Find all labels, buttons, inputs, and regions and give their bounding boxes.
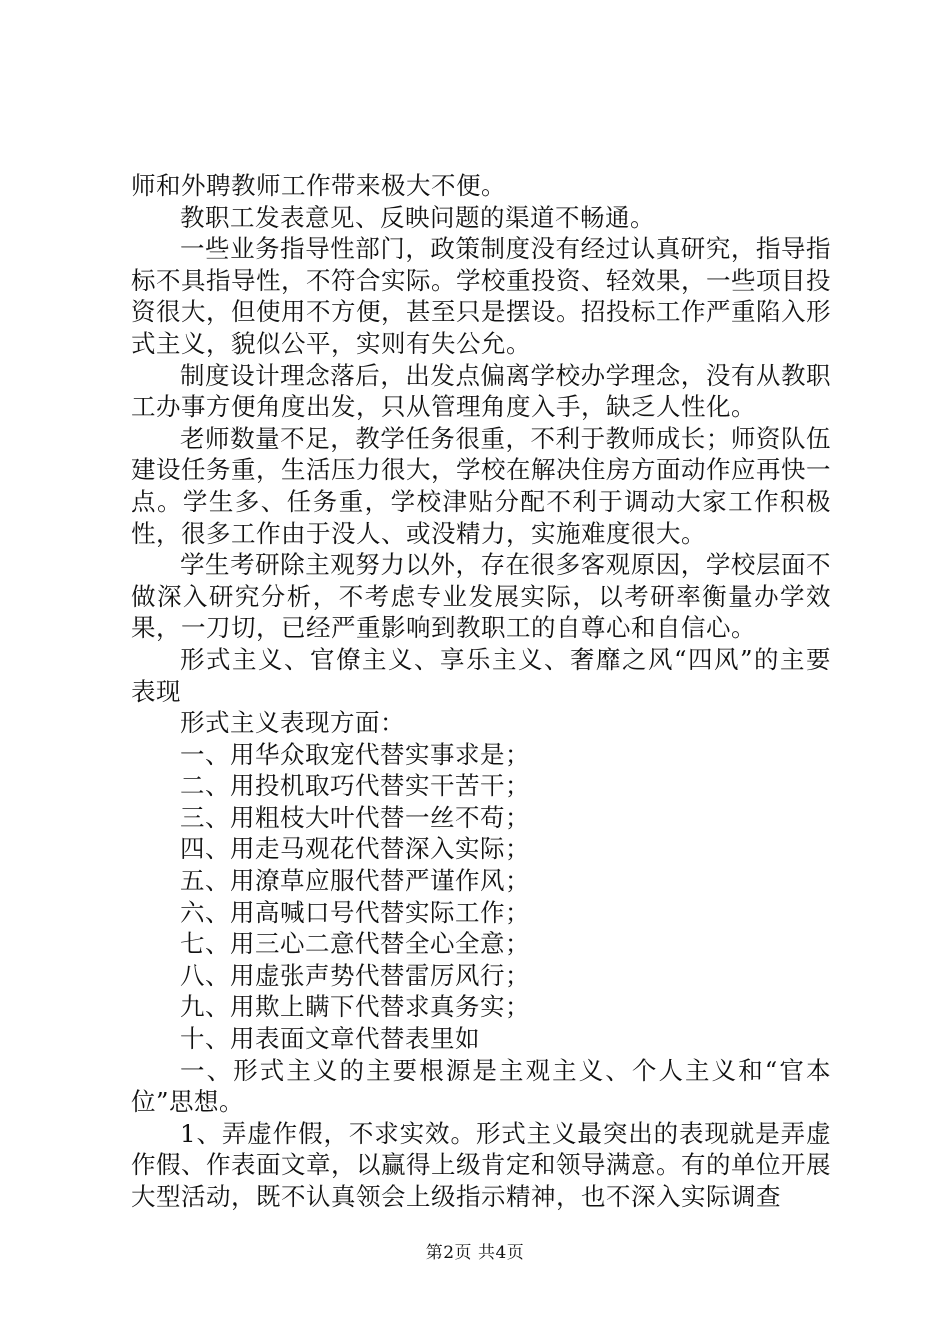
list-item: 十、用表面文章代替表里如 <box>180 1024 480 1054</box>
list-item: 五、用潦草应服代替严谨作风； <box>180 866 530 896</box>
list-item: 六、用高喊口号代替实际工作； <box>180 897 530 927</box>
paragraph-5: 老师数量不足，教学任务很重，不利于教师成长；师资队伍建设任务重，生活压力很大，学校在解决住房方面动作应再快一点。学生多、任务重，学校津贴分配不利于调动大家工作积极性，很多工作由于没人、或没精力，实施难度很大。 <box>131 423 831 548</box>
subheading-formalism: 形式主义表现方面： <box>180 708 405 738</box>
paragraph-fraud: 1、弄虚作假，不求实效。形式主义最突出的表现就是弄虚作假、作表面文章，以赢得上级肯定和领导满意。有的单位开展大型活动，既不认真领会上级指示精神，也不深入实际调查 <box>131 1118 831 1211</box>
page-footer: 第2页 共4页 <box>425 1243 525 1263</box>
list-item: 八、用虚张声势代替雷厉风行； <box>180 960 530 990</box>
paragraph-6: 学生考研除主观努力以外，存在很多客观原因，学校层面不做深入研究分析，不考虑专业发展实际，以考研率衡量办学效果，一刀切，已经严重影响到教职工的自尊心和自信心。 <box>131 550 831 643</box>
paragraph-1: 师和外聘教师工作带来极大不便。 <box>131 171 506 200</box>
paragraph-root-cause: 一、形式主义的主要根源是主观主义、个人主义和“官本位”思想。 <box>131 1055 831 1117</box>
paragraph-3: 一些业务指导性部门，政策制度没有经过认真研究，指导指标不具指导性，不符合实际。学校重投资、轻效果，一些项目投资很大，但使用不方便，甚至只是摆设。招投标工作严重陷入形式主义，貌似公平，实则有失公允。 <box>131 234 831 358</box>
list-item: 三、用粗枝大叶代替一丝不苟； <box>180 802 530 832</box>
list-item: 九、用欺上瞒下代替求真务实； <box>180 992 530 1022</box>
list-item: 二、用投机取巧代替实干苦干； <box>180 771 530 801</box>
paragraph-2: 教职工发表意见、反映问题的渠道不畅通。 <box>180 202 655 232</box>
section-heading-four-winds: 形式主义、官僚主义、享乐主义、奢靡之风“四风”的主要表现 <box>131 644 831 706</box>
list-item: 一、用华众取宠代替实事求是； <box>180 739 530 769</box>
paragraph-4: 制度设计理念落后，出发点偏离学校办学理念，没有从教职工办事方便角度出发，只从管理角度入手，缺乏人性化。 <box>131 360 831 422</box>
list-item: 七、用三心二意代替全心全意； <box>180 929 530 959</box>
document-body <box>131 170 831 1213</box>
list-item: 四、用走马观花代替深入实际； <box>180 834 530 864</box>
